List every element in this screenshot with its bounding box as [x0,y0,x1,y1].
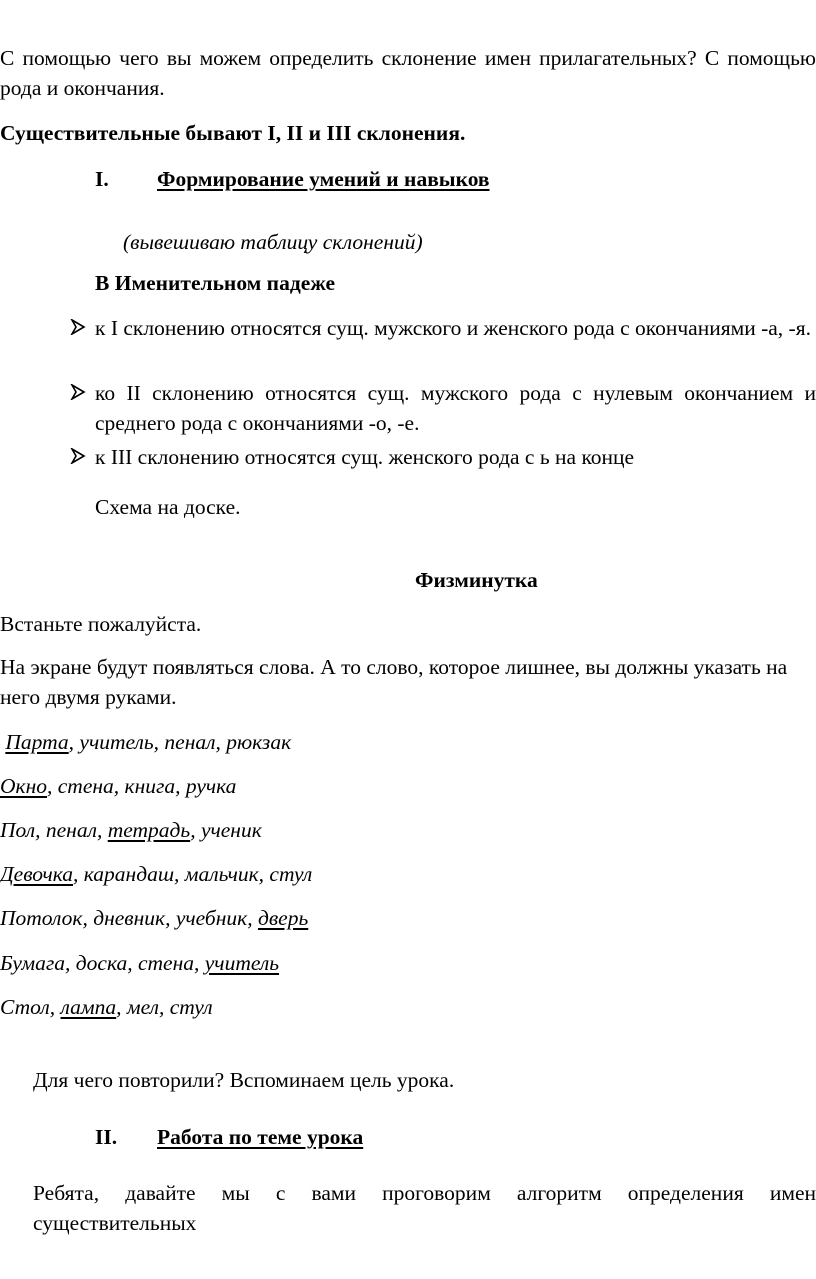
recap-question: Для чего повторили? Вспоминаем цель урока. [33,1068,455,1092]
nominative-subheading: В Именительном падеже [95,271,336,295]
arrow-bullet-icon [70,313,94,343]
word-row: Потолок, дневник, учебник, дверь [0,906,309,930]
section-2-number: II. [95,1125,118,1149]
word-row: Бумага, доска, стена, учитель [0,951,280,975]
arrow-bullet-icon [70,378,94,408]
arrow-bullet-icon [70,442,94,472]
list-item-text: к I склонению относятся сущ. мужского и женского рода с окончаниями -а, -я. [95,316,811,340]
odd-word: лампа [60,995,117,1019]
fizminutka-title: Физминутка [415,568,538,592]
section-1-number: I. [95,167,109,191]
scheme-note: Схема на доске. [95,495,241,519]
odd-word: тетрадь [107,818,191,842]
odd-word: дверь [257,906,309,930]
word-row: Парта, учитель, пенал, рюкзак [5,730,292,754]
list-item-text: к III склонению относятся сущ. женского рода с ь на конце [95,445,635,469]
intro-bold-statement: Существительные бывают I, II и III склонения. [0,121,466,145]
section-1-title: Формирование умений и навыков [157,167,490,191]
teacher-note: (вывешиваю таблицу склонений) [123,230,423,254]
section-2-heading [95,1122,816,1152]
list-item-text: ко II склонению относятся сущ. мужского рода с нулевым окончанием и среднего рода с окончаниями -о, -е. [95,381,816,435]
word-row: Девочка, карандаш, мальчик, стул [0,862,313,886]
list-item [70,442,816,472]
odd-word: Девочка [0,862,73,886]
list-item [70,313,816,343]
word-row: Окно, стена, книга, ручка [0,774,237,798]
fizminutka-instructions: На экране будут появляться слова. А то слово, которое лишнее, вы должны указать на него двумя руками. [0,655,788,709]
section-2-title: Работа по теме урока [157,1125,364,1149]
odd-word: учитель [204,951,280,975]
odd-word: Парта [5,730,69,754]
list-item [70,378,816,438]
word-row: Пол, пенал, тетрадь, ученик [0,818,262,842]
odd-word: Окно [0,774,47,798]
fizminutka-line-1: Встаньте пожалуйста. [0,612,202,636]
section-2-paragraph: Ребята, давайте мы с вами проговорим алгоритм определения имен существительных [33,1181,816,1235]
intro-paragraph: С помощью чего вы можем определить склонение имен прилагательных? С помощью рода и окончания. [0,46,816,100]
section-1-heading [95,164,816,194]
word-row: Стол, лампа, мел, стул [0,995,213,1019]
